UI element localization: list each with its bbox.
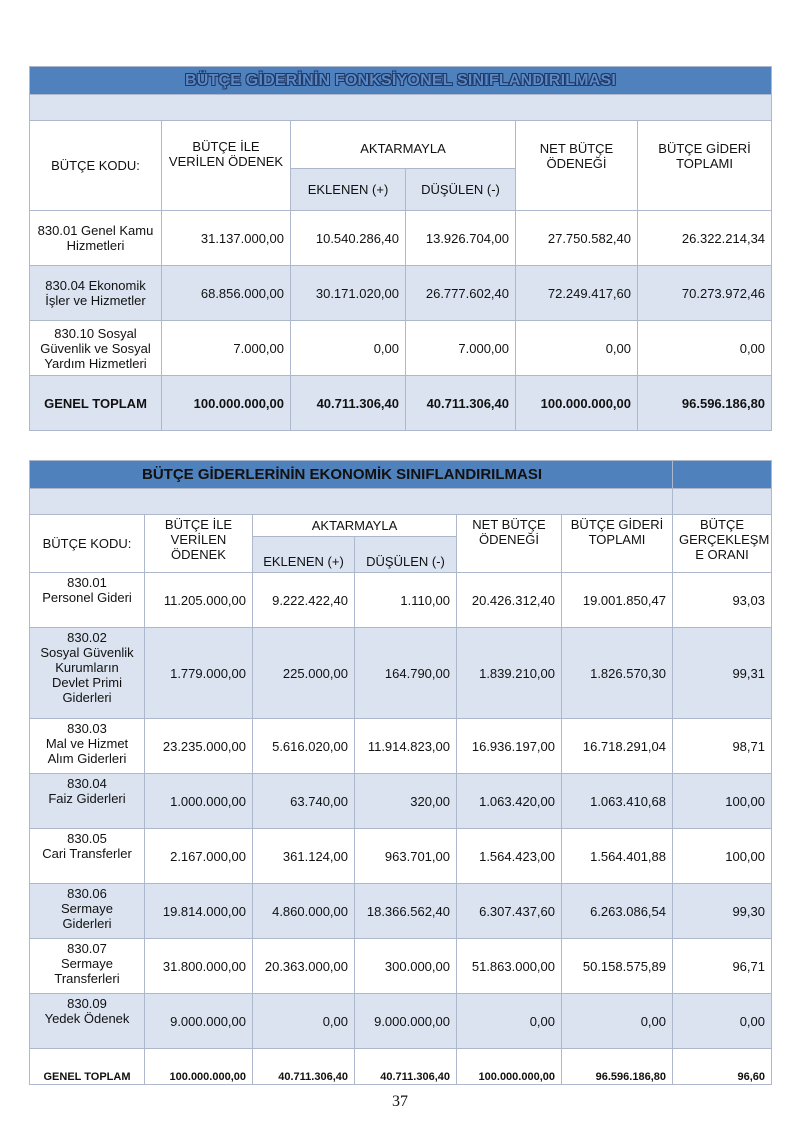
row-added: 5.616.020,00: [253, 719, 355, 774]
header-budget-code: BÜTÇE KODU:: [30, 515, 145, 573]
row-allocated: 11.205.000,00: [145, 573, 253, 628]
header-transfer: AKTARMAYLA: [291, 121, 516, 169]
row-code-cell: [30, 774, 145, 829]
row-added: 0,00: [253, 994, 355, 1049]
grand-total-label: GENEL TOPLAM: [30, 376, 162, 431]
table-row: [30, 266, 772, 321]
row-rate: 99,30: [673, 884, 772, 939]
header-net-budget: NET BÜTÇE ÖDENEĞİ: [457, 515, 562, 573]
table-row: [30, 774, 772, 829]
row-added: 4.860.000,00: [253, 884, 355, 939]
row-code-cell: [30, 829, 145, 884]
row-name: Sosyal Güvenlik Kurumların Devlet Primi Giderleri: [40, 645, 134, 705]
row-total: 70.273.972,46: [638, 266, 772, 321]
row-rate: 99,31: [673, 628, 772, 719]
functional-classification-table: [29, 66, 772, 431]
row-code: 830.04: [67, 776, 107, 791]
row-net: 6.307.437,60: [457, 884, 562, 939]
title-bar-end-cell: [673, 461, 772, 489]
grand-total-added: 40.711.306,40: [291, 376, 406, 431]
row-code: 830.01: [67, 575, 107, 590]
row-added: 9.222.422,40: [253, 573, 355, 628]
row-name: Personel Gideri: [42, 590, 132, 605]
row-code-cell: [30, 939, 145, 994]
row-code: 830.04 Ekonomik İşler ve Hizmetler: [30, 266, 162, 321]
row-code-cell: [30, 884, 145, 939]
row-net: 16.936.197,00: [457, 719, 562, 774]
row-code: 830.06: [67, 886, 107, 901]
row-name: Cari Transferler: [42, 846, 132, 861]
row-rate: 98,71: [673, 719, 772, 774]
grand-total-row: [30, 1049, 772, 1085]
header-allocated: BÜTÇE İLE VERİLEN ÖDENEK: [162, 121, 291, 211]
row-allocated: 1.779.000,00: [145, 628, 253, 719]
row-code: 830.03: [67, 721, 107, 736]
row-name: Yedek Ödenek: [44, 1011, 130, 1026]
header-expense-total: BÜTÇE GİDERİ TOPLAMI: [562, 515, 673, 573]
row-code-cell: [30, 719, 145, 774]
row-reduced: 300.000,00: [355, 939, 457, 994]
header-added: EKLENEN (+): [253, 537, 355, 573]
header-net-budget: NET BÜTÇE ÖDENEĞİ: [516, 121, 638, 211]
row-net: 1.564.423,00: [457, 829, 562, 884]
row-code: 830.02: [67, 630, 107, 645]
row-allocated: 31.800.000,00: [145, 939, 253, 994]
header-expense-total: BÜTÇE GİDERİ TOPLAMI: [638, 121, 772, 211]
grand-total-allocated: 100.000.000,00: [145, 1049, 253, 1085]
row-reduced: 7.000,00: [406, 321, 516, 376]
row-allocated: 7.000,00: [162, 321, 291, 376]
header-budget-code: BÜTÇE KODU:: [30, 121, 162, 211]
row-name: Faiz Giderleri: [48, 791, 126, 806]
table-row: [30, 628, 772, 719]
row-name: Mal ve Hizmet Alım Giderleri: [45, 736, 129, 766]
row-added: 361.124,00: [253, 829, 355, 884]
row-code: 830.05: [67, 831, 107, 846]
row-net: 72.249.417,60: [516, 266, 638, 321]
row-code-cell: [30, 994, 145, 1049]
table-row: [30, 719, 772, 774]
row-added: 10.540.286,40: [291, 211, 406, 266]
header-added: EKLENEN (+): [291, 169, 406, 211]
row-total: 1.826.570,30: [562, 628, 673, 719]
row-added: 225.000,00: [253, 628, 355, 719]
header-transfer: AKTARMAYLA: [253, 515, 457, 537]
row-added: 30.171.020,00: [291, 266, 406, 321]
row-allocated: 31.137.000,00: [162, 211, 291, 266]
row-total: 1.063.410,68: [562, 774, 673, 829]
row-total: 0,00: [562, 994, 673, 1049]
header-allocated: BÜTÇE İLE VERİLEN ÖDENEK: [145, 515, 253, 573]
row-reduced: 11.914.823,00: [355, 719, 457, 774]
row-added: 0,00: [291, 321, 406, 376]
grand-total-reduced: 40.711.306,40: [406, 376, 516, 431]
row-rate: 100,00: [673, 774, 772, 829]
grand-total-added: 40.711.306,40: [253, 1049, 355, 1085]
header-reduced: DÜŞÜLEN (-): [406, 169, 516, 211]
row-total: 0,00: [638, 321, 772, 376]
grand-total-net: 100.000.000,00: [457, 1049, 562, 1085]
row-added: 20.363.000,00: [253, 939, 355, 994]
row-net: 0,00: [457, 994, 562, 1049]
grand-total-row: [30, 376, 772, 431]
row-reduced: 1.110,00: [355, 573, 457, 628]
grand-total-reduced: 40.711.306,40: [355, 1049, 457, 1085]
title-spacer-band-end: [673, 489, 772, 515]
title-spacer-band: [30, 489, 673, 515]
row-net: 1.063.420,00: [457, 774, 562, 829]
table-row: [30, 573, 772, 628]
table-row: [30, 211, 772, 266]
row-total: 26.322.214,34: [638, 211, 772, 266]
row-added: 63.740,00: [253, 774, 355, 829]
row-allocated: 19.814.000,00: [145, 884, 253, 939]
title-spacer-band: [30, 95, 772, 121]
economic-classification-table: [29, 460, 772, 1085]
row-code-cell: [30, 573, 145, 628]
row-name: Sermaye Giderleri: [60, 901, 114, 931]
header-realization-rate: BÜTÇE GERÇEKLEŞM E ORANI: [673, 515, 772, 573]
row-reduced: 9.000.000,00: [355, 994, 457, 1049]
table-row: [30, 884, 772, 939]
row-allocated: 9.000.000,00: [145, 994, 253, 1049]
row-total: 50.158.575,89: [562, 939, 673, 994]
row-allocated: 1.000.000,00: [145, 774, 253, 829]
functional-table-title: BÜTÇE GİDERİNİN FONKSİYONEL SINIFLANDIRILMASI: [30, 67, 772, 95]
row-rate: 96,71: [673, 939, 772, 994]
row-net: 51.863.000,00: [457, 939, 562, 994]
row-total: 16.718.291,04: [562, 719, 673, 774]
row-reduced: 13.926.704,00: [406, 211, 516, 266]
row-total: 19.001.850,47: [562, 573, 673, 628]
row-allocated: 68.856.000,00: [162, 266, 291, 321]
row-reduced: 963.701,00: [355, 829, 457, 884]
row-net: 0,00: [516, 321, 638, 376]
row-net: 1.839.210,00: [457, 628, 562, 719]
row-reduced: 18.366.562,40: [355, 884, 457, 939]
page-number: 37: [392, 1093, 408, 1110]
row-rate: 93,03: [673, 573, 772, 628]
row-total: 6.263.086,54: [562, 884, 673, 939]
row-allocated: 23.235.000,00: [145, 719, 253, 774]
row-code: 830.09: [67, 996, 107, 1011]
row-code: 830.01 Genel Kamu Hizmetleri: [30, 211, 162, 266]
row-code-cell: [30, 628, 145, 719]
grand-total-label: GENEL TOPLAM: [30, 1049, 145, 1085]
row-code: 830.07: [67, 941, 107, 956]
row-rate: 100,00: [673, 829, 772, 884]
grand-total-allocated: 100.000.000,00: [162, 376, 291, 431]
row-net: 27.750.582,40: [516, 211, 638, 266]
row-net: 20.426.312,40: [457, 573, 562, 628]
row-reduced: 26.777.602,40: [406, 266, 516, 321]
table-row: [30, 994, 772, 1049]
grand-total-net: 100.000.000,00: [516, 376, 638, 431]
table-row: [30, 829, 772, 884]
row-name: Sermaye Transferleri: [54, 956, 120, 986]
table-row: [30, 939, 772, 994]
grand-total-total: 96.596.186,80: [638, 376, 772, 431]
row-total: 1.564.401,88: [562, 829, 673, 884]
header-reduced: DÜŞÜLEN (-): [355, 537, 457, 573]
row-code: 830.10 Sosyal Güvenlik ve Sosyal Yardım Hizmetleri: [30, 321, 162, 376]
economic-table-title: BÜTÇE GİDERLERİNİN EKONOMİK SINIFLANDIRILMASI: [30, 461, 673, 489]
row-rate: 0,00: [673, 994, 772, 1049]
row-allocated: 2.167.000,00: [145, 829, 253, 884]
grand-total-total: 96.596.186,80: [562, 1049, 673, 1085]
grand-total-rate: 96,60: [673, 1049, 772, 1085]
row-reduced: 320,00: [355, 774, 457, 829]
table-row: [30, 321, 772, 376]
row-reduced: 164.790,00: [355, 628, 457, 719]
